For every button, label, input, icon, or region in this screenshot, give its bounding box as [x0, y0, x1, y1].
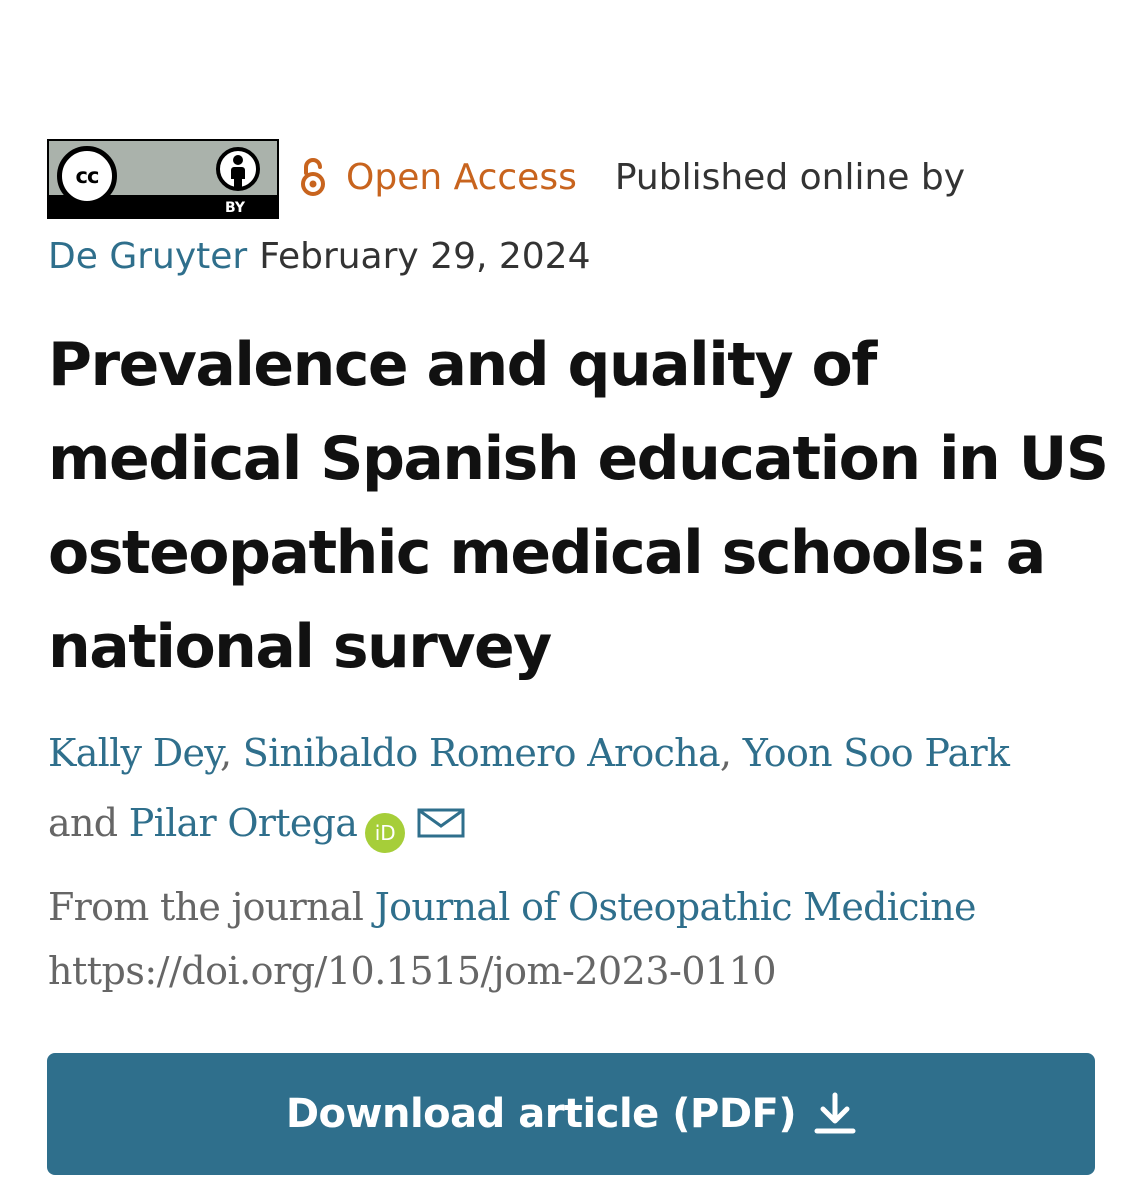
download-pdf-button[interactable] — [47, 1053, 1095, 1175]
author-list — [48, 718, 1128, 858]
download-button-label: Download article (PDF) — [285, 1091, 797, 1137]
author-separator: , — [719, 731, 743, 775]
access-line — [298, 154, 965, 200]
published-prefix: Published online by — [614, 156, 966, 198]
journal-link[interactable]: Journal of Osteopathic Medicine — [374, 885, 976, 929]
download-icon — [814, 1092, 856, 1136]
publication-date: February 29, 2024 — [259, 235, 591, 277]
cc-icon — [57, 146, 117, 206]
author-link[interactable]: Pilar Ortega — [128, 801, 358, 845]
publisher-link[interactable]: De Gruyter — [48, 235, 248, 277]
author-separator: , — [219, 731, 243, 775]
article-title: Prevalence and quality of medical Spanish education in US osteopathic medical schools: a national survey — [48, 330, 1108, 682]
author-link[interactable]: Yoon Soo Park — [742, 731, 1010, 775]
by-label: BY — [225, 200, 246, 216]
journal-line — [48, 876, 976, 938]
by-icon — [216, 147, 260, 191]
mail-icon[interactable] — [417, 808, 465, 838]
orcid-icon[interactable]: iD — [365, 813, 405, 853]
publisher-line — [48, 232, 590, 280]
doi-link[interactable]: https://doi.org/10.1515/jom-2023-0110 — [48, 949, 777, 993]
open-access-label: Open Access — [346, 156, 577, 198]
open-access-lock-icon — [298, 157, 328, 197]
journal-prefix: From the journal — [48, 885, 364, 929]
author-link[interactable]: Kally Dey — [48, 731, 220, 775]
cc-by-license-badge[interactable] — [47, 139, 279, 219]
cc-icon-text: cc — [75, 164, 99, 188]
author-conjunction: and — [48, 801, 118, 845]
author-link[interactable]: Sinibaldo Romero Arocha — [242, 731, 720, 775]
